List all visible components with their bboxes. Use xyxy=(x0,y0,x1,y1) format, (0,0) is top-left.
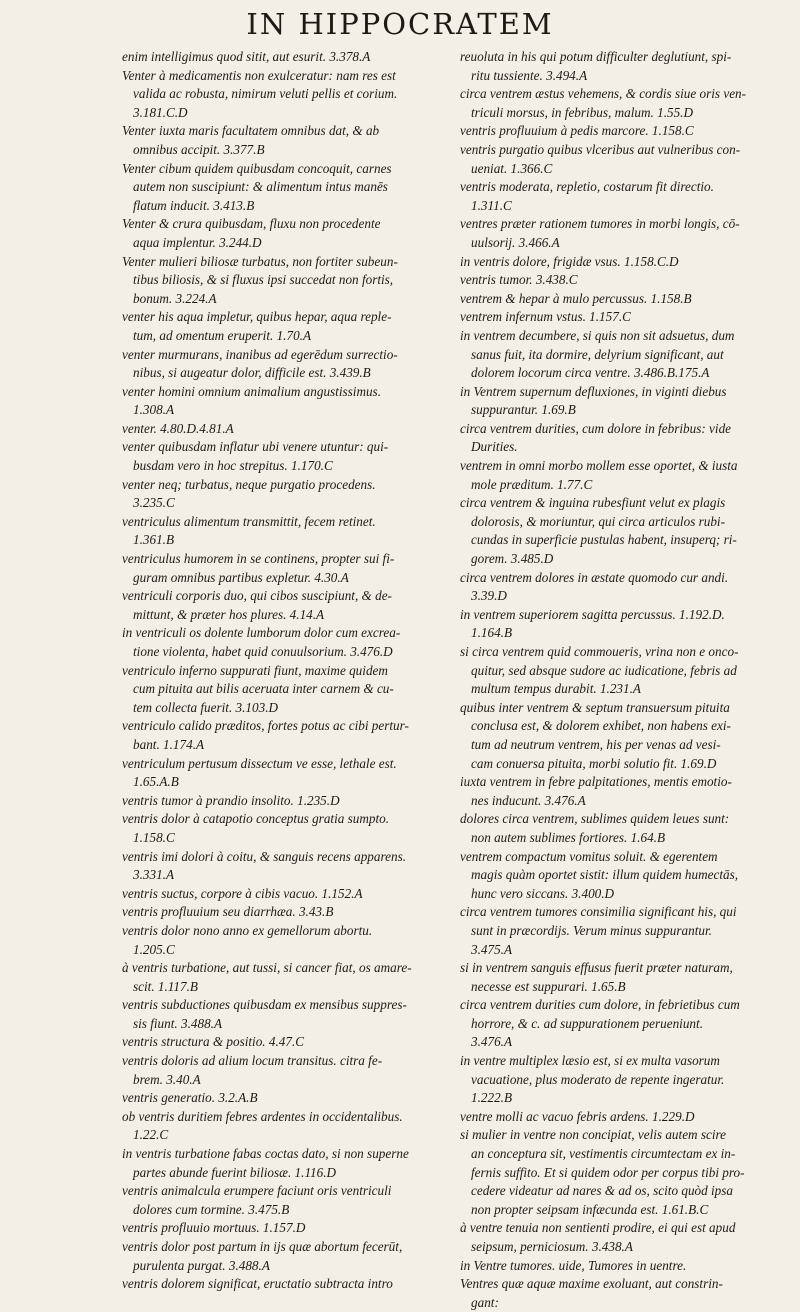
index-entry-line: ritu tussiente. 3.494.A xyxy=(471,67,588,83)
index-entry-line: ventrem & hepar à mulo percussus. 1.158.B xyxy=(460,290,692,306)
index-entry xyxy=(122,1052,452,1089)
index-entry-line: circa ventrem durities cum dolore, in febrietibus cum xyxy=(460,997,740,1013)
index-entry xyxy=(460,996,790,1052)
index-entry-line: flatum inducit. 3.413.B xyxy=(133,197,255,213)
index-entry xyxy=(122,922,452,959)
index-entry-line: tibus biliosis, & si fluxus ipsi succedat non fortis, xyxy=(133,272,394,288)
index-entry-line: Venter mulieri biliosæ turbatus, non fortiter subeun- xyxy=(122,253,398,269)
index-entry-line: ventris doloris ad alium locum transitus. citra fe- xyxy=(122,1053,383,1069)
index-entry xyxy=(460,457,790,494)
index-entry-line: 3.181.C.D xyxy=(133,104,188,120)
index-entry-line: 1.205.C xyxy=(133,941,175,957)
index-entry xyxy=(122,1089,452,1108)
index-entry-line: circa ventrem & inguina rubesfiunt velut ex plagis xyxy=(460,495,726,511)
index-entry xyxy=(122,1033,452,1052)
index-entry xyxy=(460,215,790,252)
index-entry-line: ventrem in omni morbo mollem esse oportet, & iusta xyxy=(460,458,738,474)
index-entry-line: aqua implentur. 3.244.D xyxy=(133,234,262,250)
index-entry-line: cedere videatur ad nares & ad os, scito quòd ipsa xyxy=(471,1183,734,1199)
index-entry-line: 1.311.C xyxy=(471,197,512,213)
index-entry-line: venter neq; turbatus, neque purgatio procedens. xyxy=(122,476,376,492)
index-column-right xyxy=(460,48,790,1310)
index-entry-line: si in ventrem sanguis effusus fuerit præter naturam, xyxy=(460,960,733,976)
index-entry-line: ventris purgatio quibus vlceribus aut vulneribus con- xyxy=(460,141,741,157)
index-entry-line: busdam vero in hoc strepitus. 1.170.C xyxy=(133,458,333,474)
index-entry xyxy=(460,569,790,606)
index-entry-line: ventris animalcula erumpere faciunt oris ventriculi xyxy=(122,1183,392,1199)
index-entry-line: fernis suffito. Et si quidem odor per corpus tibi pro- xyxy=(471,1164,745,1180)
index-entry-line: omnibus accipit. 3.377.B xyxy=(133,141,265,157)
index-entry xyxy=(122,996,452,1033)
index-entry-line: uulsorij. 3.466.A xyxy=(471,234,560,250)
index-entry xyxy=(460,848,790,904)
index-entry-line: sanus fuit, ita dormire, delyrium significant, aut xyxy=(471,346,724,362)
index-entry xyxy=(122,810,452,847)
index-entry-line: brem. 3.40.A xyxy=(133,1071,201,1087)
index-entry-line: ventris dolor nono anno ex gemellorum abortu. xyxy=(122,922,373,938)
index-entry-line: conclusa est, & dolorem exhibet, non habens exi- xyxy=(471,718,731,734)
index-entry-line: ventriculus humorem in se continens, propter sui fi- xyxy=(122,551,395,567)
index-entry xyxy=(460,420,790,457)
index-entry xyxy=(460,903,790,959)
index-entry-line: Venter à medicamentis non exulceratur: nam res est xyxy=(122,67,396,83)
index-entry xyxy=(122,383,452,420)
index-entry-line: mole præditum. 1.77.C xyxy=(471,476,593,492)
index-entry-line: bonum. 3.224.A xyxy=(133,290,217,306)
index-entry-line: mittunt, & præter hos plures. 4.14.A xyxy=(133,606,325,622)
index-entry xyxy=(460,606,790,643)
index-entry xyxy=(122,122,452,159)
index-entry-line: ventriculo inferno suppurati fiunt, maxime quidem xyxy=(122,662,388,678)
index-entry xyxy=(460,1126,790,1219)
index-entry xyxy=(460,699,790,773)
index-entry-line: in Ventrem supernum defluxiones, in viginti diebus xyxy=(460,383,727,399)
index-entry-line: non autem sublimes fortiores. 1.64.B xyxy=(471,829,666,845)
index-entry-line: tum ad neutrum ventrem, his per venas ad vesi- xyxy=(471,736,721,752)
index-entry-line: à ventris turbatione, aut tussi, si cancer fiat, os amare- xyxy=(122,960,412,976)
index-entry-line: ventris structura & positio. 4.47.C xyxy=(122,1034,305,1050)
index-entry-line: quibus inter ventrem & septum transuersum pituita xyxy=(460,699,730,715)
index-entry-line: reuoluta in his qui potum difficulter deglutiunt, spi- xyxy=(460,49,732,64)
index-entry-line: 3.331.A xyxy=(133,867,175,883)
index-entry-line: magis quàm oportet sistit: illum quidem humectās, xyxy=(471,867,739,883)
index-entry-line: 3.476.A xyxy=(471,1034,513,1050)
index-entry xyxy=(460,643,790,699)
index-entry-line: venter quibusdam inflatur ubi venere utuntur: qui- xyxy=(122,439,389,455)
index-entry-line: scit. 1.117.B xyxy=(133,978,198,994)
index-entry-line: in ventriculi os dolente lumborum dolor cum excrea- xyxy=(122,625,401,641)
index-entry-line: nes inducunt. 3.476.A xyxy=(471,792,586,808)
index-entry-line: ventre molli ac vacuo febris ardens. 1.229.D xyxy=(460,1108,695,1124)
index-entry-line: venter. 4.80.D.4.81.A xyxy=(122,420,234,436)
index-entry-line: dolores circa ventrem, sublimes quidem leues sunt: xyxy=(460,811,730,827)
index-entry xyxy=(122,885,452,904)
index-entry xyxy=(460,48,790,85)
index-entry xyxy=(460,1219,790,1256)
index-entry-line: horrore, & c. ad suppurationem perueniunt. xyxy=(471,1015,703,1031)
index-entry xyxy=(122,48,452,67)
index-entry-line: seipsum, perniciosum. 3.438.A xyxy=(471,1239,633,1254)
index-entry xyxy=(122,1238,452,1275)
index-entry xyxy=(460,1052,790,1108)
index-entry-line: ventris dolorem significat, eructatio subtracta intro xyxy=(122,1276,393,1292)
index-entry-line: enim intelligimus quod sitit, aut esurit. 3.378.A xyxy=(122,49,371,64)
index-entry-line: vacuatione, plus moderato de repente ingeratur. xyxy=(471,1071,725,1087)
index-entry xyxy=(122,662,452,718)
index-entry-line: sis fiunt. 3.488.A xyxy=(133,1015,223,1031)
index-entry-line: bant. 1.174.A xyxy=(133,736,205,752)
index-entry xyxy=(460,773,790,810)
index-entry-line: 3.235.C xyxy=(133,495,175,511)
index-entry-line: in ventre multiplex læsio est, si ex multa vasorum xyxy=(460,1053,720,1069)
index-entry xyxy=(460,290,790,309)
index-entry-line: ventris dolor post partum in ijs quæ abortum fecerūt, xyxy=(122,1239,403,1254)
index-entry-line: 1.164.B xyxy=(471,625,513,641)
index-entry xyxy=(122,1108,452,1145)
index-entry-line: ventris imi dolori à coitu, & sanguis recens apparens. xyxy=(122,848,407,864)
index-entry xyxy=(460,141,790,178)
index-entry-line: autem non suscipiunt: & alimentum intus manēs xyxy=(133,179,388,195)
index-entry xyxy=(460,383,790,420)
index-entry xyxy=(122,215,452,252)
index-entry-line: purulenta purgat. 3.488.A xyxy=(133,1257,270,1273)
index-entry xyxy=(122,160,452,216)
index-entry xyxy=(460,810,790,847)
index-entry-line: quitur, sed absque sudore ac iudicatione, febris ad xyxy=(471,662,737,678)
index-entry-line: ventris dolor à catapotio conceptus gratia sumpto. xyxy=(122,811,390,827)
index-entry xyxy=(122,308,452,345)
index-entry-line: necesse est suppurari. 1.65.B xyxy=(471,978,626,994)
index-entry-line: ventris suctus, corpore à cibis vacuo. 1.152.A xyxy=(122,885,363,901)
index-entry-line: circa ventrem dolores in æstate quomodo cur andi. xyxy=(460,569,729,585)
index-entry xyxy=(122,67,452,123)
index-entry-line: multum tempus durabit. 1.231.A xyxy=(471,681,641,697)
index-entry-line: ventres præter rationem tumores in morbi longis, cō- xyxy=(460,216,740,232)
index-entry-line: dolorem locorum circa ventre. 3.486.B.175.A xyxy=(471,365,710,381)
running-head: IN HIPPOCRATEM xyxy=(246,7,554,41)
index-entry xyxy=(122,550,452,587)
index-entry-line: non propter seipsam infæcunda est. 1.61.B.C xyxy=(471,1201,709,1217)
index-entry xyxy=(122,1275,452,1294)
index-entry-line: tione violenta, habet quid conuulsorium. 3.476.D xyxy=(133,644,393,659)
index-entry xyxy=(122,959,452,996)
index-entry xyxy=(460,178,790,215)
index-entry xyxy=(122,624,452,661)
index-entry xyxy=(122,253,452,309)
index-entry-line: cum pituita aut bilis aceruata inter carnem & cu- xyxy=(133,681,394,697)
index-entry-line: Venter iuxta maris facultatem omnibus dat, & ab xyxy=(122,123,380,139)
index-entry-line: 1.65.A.B xyxy=(133,774,179,790)
index-entry-line: ventris moderata, repletio, costarum fit directio. xyxy=(460,179,714,195)
index-entry xyxy=(122,755,452,792)
index-entry xyxy=(122,476,452,513)
index-entry-line: ventris profluuio mortuus. 1.157.D xyxy=(122,1220,306,1236)
index-entry xyxy=(460,253,790,272)
index-entry xyxy=(122,513,452,550)
index-entry xyxy=(122,1182,452,1219)
index-entry-line: ventris profluuium seu diarrhæa. 3.43.B xyxy=(122,904,334,920)
index-entry-line: ventriculi corporis duo, qui cibos suscipiunt, & de- xyxy=(122,588,392,604)
index-entry-line: valida ac robusta, nimirum veluti pellis et corium. xyxy=(133,86,398,102)
index-entry-line: nibus, si augeatur dolor, difficile est. 3.439.B xyxy=(133,365,371,381)
index-entry xyxy=(460,494,790,568)
index-entry-line: suppurantur. 1.69.B xyxy=(471,402,576,418)
index-entry-line: dolores cum tormine. 3.475.B xyxy=(133,1201,290,1217)
index-entry xyxy=(122,420,452,439)
index-entry-line: in ventrem superiorem sagitta percussus. 1.192.D. xyxy=(460,606,725,622)
index-entry-line: venter homini omnium animalium angustissimus. xyxy=(122,383,381,399)
index-entry-line: 1.222.B xyxy=(471,1090,513,1106)
index-entry-line: Venter & crura quibusdam, fluxu non procedente xyxy=(122,216,381,232)
index-entry xyxy=(122,792,452,811)
index-entry xyxy=(122,1145,452,1182)
index-entry-line: in Ventre tumores. uide, Tumores in uentre. xyxy=(460,1257,687,1273)
index-entry-line: venter his aqua impletur, quibus hepar, aqua reple- xyxy=(122,309,392,325)
index-entry xyxy=(460,959,790,996)
index-entry xyxy=(122,903,452,922)
index-entry-line: ueniat. 1.366.C xyxy=(471,160,553,176)
index-entry xyxy=(460,271,790,290)
index-entry-line: cundas in superficie pustulas habent, insuperq; ri- xyxy=(471,532,737,548)
index-entry-line: ventriculo calido præditos, fortes potus ac cibi pertur- xyxy=(122,718,409,734)
index-entry-line: Venter cibum quidem quibusdam concoquit, carnes xyxy=(122,160,392,176)
index-entry-line: in ventrem decumbere, si quis non sit adsuetus, dum xyxy=(460,327,735,343)
index-entry-line: iuxta ventrem in febre palpitationes, mentis emotio- xyxy=(460,774,732,790)
index-entry-line: Ventres quæ aquæ maxime exoluant, aut constrin- xyxy=(460,1276,723,1292)
index-entry xyxy=(460,1257,790,1276)
index-entry xyxy=(122,1219,452,1238)
index-entry-line: ventris tumor. 3.438.C xyxy=(460,272,578,288)
index-entry-line: ventrem compactum vomitus soluit. & egerentem xyxy=(460,848,718,864)
index-entry-line: 1.308.A xyxy=(133,402,175,418)
index-entry-line: sunt in præcordijs. Verum minus suppurantur. xyxy=(471,922,712,938)
index-entry-line: ventris subductiones quibusdam ex mensibus suppres- xyxy=(122,997,407,1013)
index-entry-line: si circa ventrem quid commoueris, vrina non e onco- xyxy=(460,644,739,659)
index-entry-line: an conceptura sit, vestimentis circumtectam ex in- xyxy=(471,1146,736,1162)
index-entry-line: ventris tumor à prandio insolito. 1.235.D xyxy=(122,792,340,808)
index-entry-line: cam conuersa pituita, morbi solutio fit. 1.69.D xyxy=(471,755,717,771)
index-entry-line: in ventris dolore, frigidæ vsus. 1.158.C.D xyxy=(460,253,679,269)
index-entry-line: ventris profluuium à pedis marcore. 1.158.C xyxy=(460,123,694,139)
index-entry xyxy=(460,85,790,122)
index-entry-line: si mulier in ventre non concipiat, velis autem scire xyxy=(460,1127,727,1143)
index-entry xyxy=(122,438,452,475)
index-entry-line: Durities. xyxy=(471,439,518,455)
index-entry-line: dolorosis, & moriuntur, qui circa articulos rubi- xyxy=(471,513,725,529)
index-entry-line: circa ventrem tumores consimilia significant his, qui xyxy=(460,904,737,920)
index-entry-line: circa ventrem durities, cum dolore in febribus: vide xyxy=(460,420,732,436)
index-entry-line: circa ventrem æstus vehemens, & cordis siue oris ven- xyxy=(460,86,747,102)
index-entry-line: venter murmurans, inanibus ad egerēdum surrectio- xyxy=(122,346,398,362)
index-entry-line: 1.22.C xyxy=(133,1127,169,1143)
index-entry-line: triculi morsus, in febribus, malum. 1.55.D xyxy=(471,104,693,120)
index-entry xyxy=(122,717,452,754)
index-entry-line: partes abunde fuerint biliosæ. 1.116.D xyxy=(133,1164,337,1180)
index-entry xyxy=(122,346,452,383)
index-entry-line: à ventre tenuia non sentienti prodire, ei qui est apud xyxy=(460,1220,736,1236)
index-entry-line: ventriculus alimentum transmittit, fecem retinet. xyxy=(122,513,376,529)
index-entry-line: tum, ad omentum eruperit. 1.70.A xyxy=(133,327,312,343)
index-entry-line: hunc vero siccans. 3.400.D xyxy=(471,885,615,901)
index-entry xyxy=(460,308,790,327)
index-entry xyxy=(460,1275,790,1312)
index-entry-line: in ventris turbatione fabas coctas dato, si non superne xyxy=(122,1146,409,1162)
index-entry xyxy=(122,587,452,624)
index-entry-line: ventriculum pertusum dissectum ve esse, lethale est. xyxy=(122,755,397,771)
index-entry-line: guram omnibus partibus expletur. 4.30.A xyxy=(133,569,349,585)
index-entry-line: ventris generatio. 3.2.A.B xyxy=(122,1090,258,1106)
index-entry-line: 3.39.D xyxy=(471,588,507,604)
index-entry xyxy=(122,848,452,885)
index-entry-line: 1.158.C xyxy=(133,829,175,845)
index-entry xyxy=(460,122,790,141)
index-entry-line: 1.361.B xyxy=(133,532,175,548)
index-entry-line: gorem. 3.485.D xyxy=(471,551,554,567)
index-entry-line: ventrem infernum vstus. 1.157.C xyxy=(460,309,631,325)
index-entry-line: ob ventris duritiem febres ardentes in occidentalibus. xyxy=(122,1108,403,1124)
index-entry xyxy=(460,1108,790,1127)
index-column-left xyxy=(122,48,452,1292)
index-entry-line: 3.475.A xyxy=(471,941,513,957)
index-entry-line: tem collecta fuerit. 3.103.D xyxy=(133,699,279,715)
index-entry xyxy=(460,327,790,383)
index-entry-line: gant: xyxy=(471,1294,499,1310)
